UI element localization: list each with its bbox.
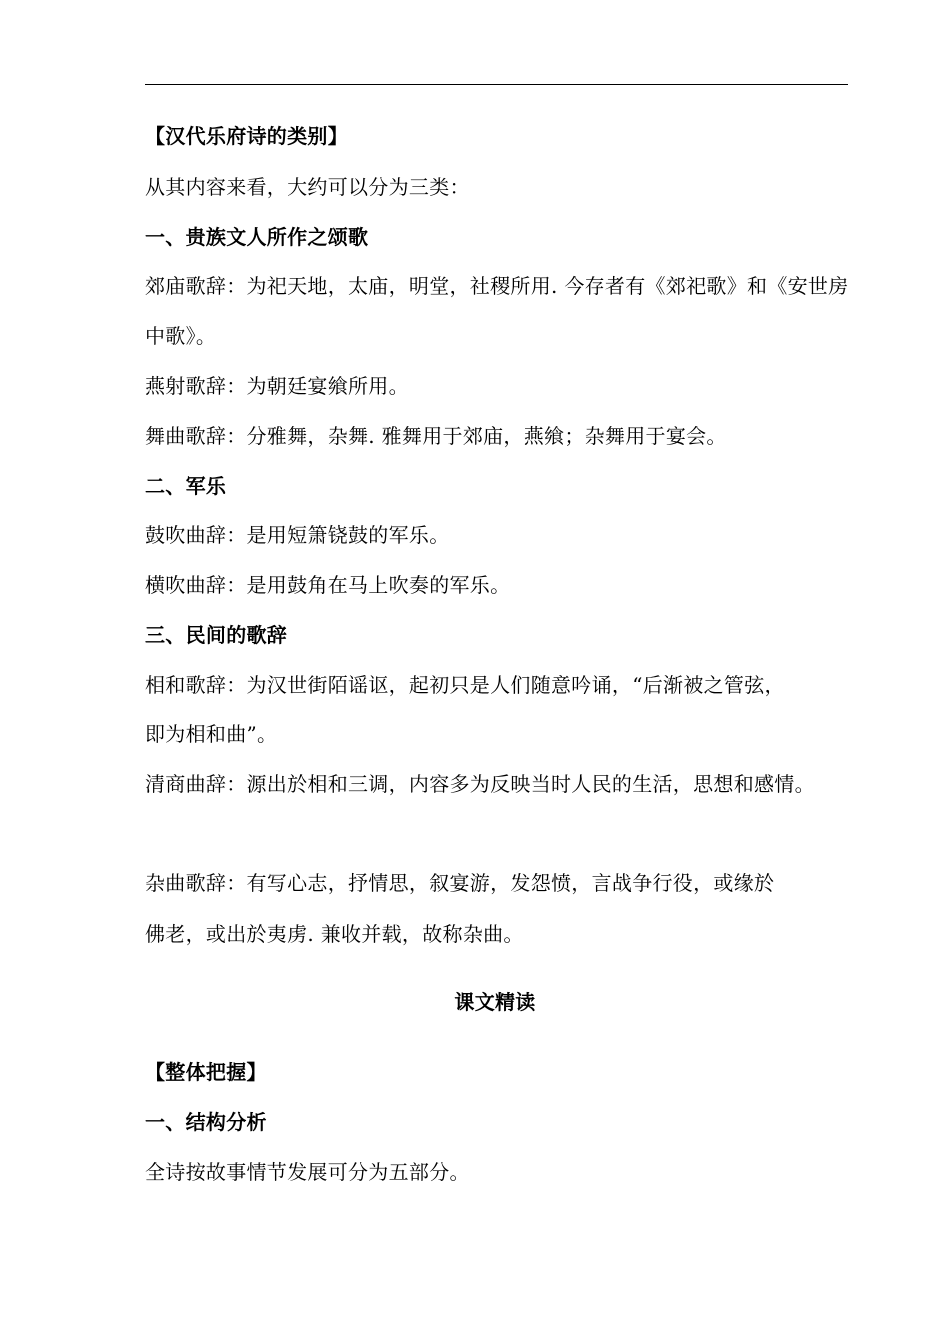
header-rule xyxy=(145,84,848,85)
qingshang-text: 清商曲辞：源出於相和三调，内容多为反映当时人民的生活，思想和感情。 xyxy=(145,772,815,796)
jiaomiao-text-line1: 郊庙歌辞：为祀天地，太庙，明堂，社稷所用. 今存者有《郊祀歌》和《安世房 xyxy=(145,274,849,298)
hengchui-text: 横吹曲辞：是用鼓角在马上吹奏的军乐。 xyxy=(145,573,511,597)
structure-text: 全诗按故事情节发展可分为五部分。 xyxy=(145,1160,470,1184)
xianghe-text-line1: 相和歌辞：为汉世街陌谣讴，起初只是人们随意吟诵，“后渐被之管弦， xyxy=(145,673,785,697)
section-title: 【汉代乐府诗的类别】 xyxy=(145,124,348,148)
structure-heading: 一、结构分析 xyxy=(145,1110,267,1134)
overall-title: 【整体把握】 xyxy=(145,1060,267,1084)
heading-category-3: 三、民间的歌辞 xyxy=(145,623,288,647)
intro-text: 从其内容来看，大约可以分为三类： xyxy=(145,175,470,199)
zaqu-text-line2: 佛老，或出於夷虏. 兼收并载，故称杂曲。 xyxy=(145,922,524,946)
yanshe-text: 燕射歌辞：为朝廷宴飨所用。 xyxy=(145,374,409,398)
heading-category-1: 一、贵族文人所作之颂歌 xyxy=(145,225,369,249)
center-title: 课文精读 xyxy=(454,990,536,1014)
zaqu-text-line1: 杂曲歌辞：有写心志，抒情思，叙宴游，发怨愤，言战争行役，或缘於 xyxy=(145,871,775,895)
guchui-text: 鼓吹曲辞：是用短箫铙鼓的军乐。 xyxy=(145,523,450,547)
wuqu-text: 舞曲歌辞：分雅舞，杂舞. 雅舞用于郊庙，燕飨；杂舞用于宴会。 xyxy=(145,424,727,448)
jiaomiao-text-line2: 中歌》。 xyxy=(145,324,217,348)
xianghe-text-line2: 即为相和曲”。 xyxy=(145,722,278,746)
heading-category-2: 二、军乐 xyxy=(145,474,227,498)
